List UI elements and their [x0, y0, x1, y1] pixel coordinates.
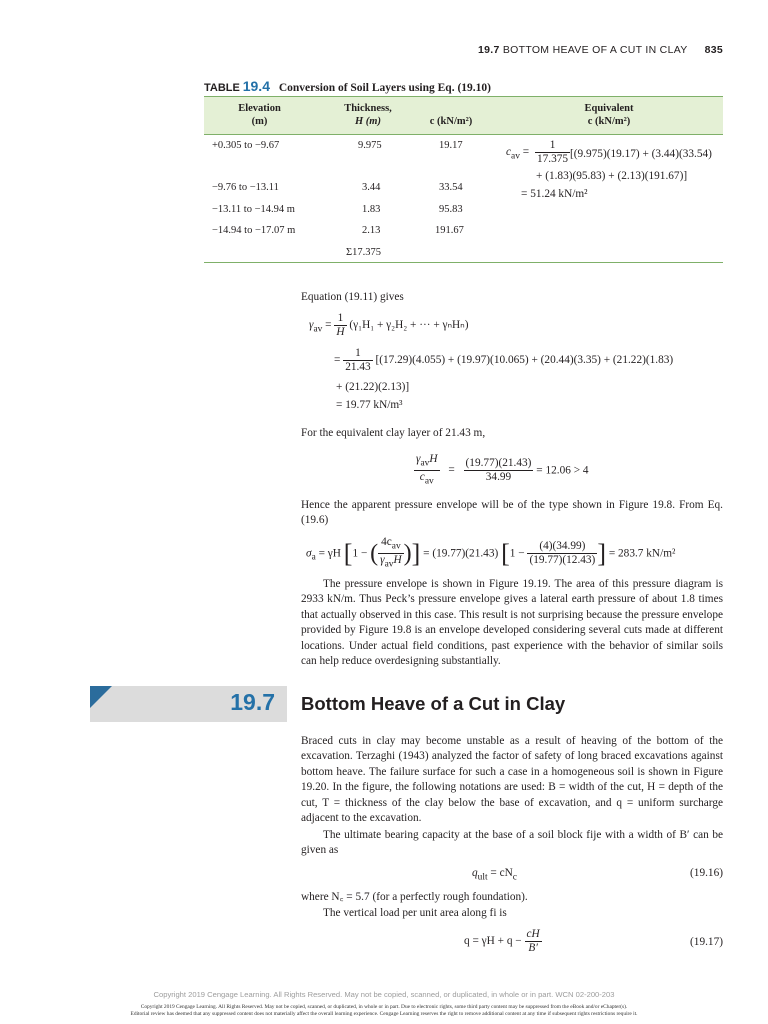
nc-definition: where N꜀ = 5.7 (for a perfectly rough foundation). [301, 891, 528, 903]
fraction-numerator: 1 [343, 347, 372, 361]
row-2-c: 33.54 [439, 182, 463, 193]
copyright-watermark: Copyright 2019 Cengage Learning. All Rights Reserved. May not be copied, scanned, or duplicated, in whole or in part. WCN 02-200-203 [153, 990, 615, 999]
math-subscript: av [511, 151, 520, 162]
equation-number-19-17: (19.17) [690, 936, 723, 948]
math-expression: [(17.29)(4.055) + (19.97)(10.065) + (20.44)(3.35) + (21.22)(1.83) [375, 354, 674, 367]
paren-close: ) [403, 540, 412, 567]
copyright-notice [0, 1004, 768, 1018]
math-subscript: a [311, 552, 316, 563]
fraction [525, 928, 542, 955]
fraction-numerator [414, 453, 440, 471]
fraction-denominator: H [336, 326, 345, 338]
header-line: Elevation [238, 103, 281, 114]
row-4-thickness: 2.13 [362, 225, 381, 236]
stability-ratio [414, 453, 589, 489]
math-operator: = [448, 464, 455, 477]
gamma-av-calculation-line2: + (21.22)(2.13)] [336, 381, 410, 393]
header-line: Equivalent [584, 103, 634, 114]
equivalent-c-result: = 51.24 kN/m² [521, 188, 588, 200]
math-expression: = 283.7 kN/m² [608, 547, 676, 560]
math-subscript: av [420, 458, 430, 469]
gamma-av-result: = 19.77 kN/m³ [336, 399, 403, 411]
math-operator: − [518, 547, 525, 560]
fraction-denominator [378, 554, 404, 571]
fraction-denominator: B′ [528, 942, 538, 954]
header-line: H (m) [355, 116, 381, 127]
paren-open: ( [370, 540, 379, 567]
table-bottom-rule [204, 262, 723, 263]
fraction-numerator: cH [526, 928, 540, 940]
section-paragraph-2: The ultimate bearing capacity at the base of a soil block fije with a width of B′ can be given as [301, 829, 723, 857]
column-header-elevation [222, 102, 297, 128]
column-header-thickness [328, 102, 408, 128]
math-expression: = (19.77)(21.43) [423, 547, 499, 560]
header-line: Thickness, [344, 103, 392, 114]
fraction [527, 540, 597, 567]
fraction-denominator [414, 471, 440, 488]
row-2-elevation: −9.76 to −13.11 [212, 182, 279, 193]
math-symbol: q [472, 867, 478, 879]
row-1-thickness: 9.975 [358, 140, 382, 151]
math-expression: = 12.06 > 4 [536, 464, 589, 477]
vertical-load-intro: The vertical load per unit area along fi is [323, 907, 507, 919]
bracket-open: [ [501, 538, 510, 568]
table-caption [204, 78, 491, 94]
math-symbol: γ [380, 554, 385, 567]
copyright-line: Editorial review has deemed that any suppressed content does not materially affect the overall learning experience. Cengage Learning reserves the right to remove additional content at any time if subsequent rights restrictions require it. [130, 1011, 638, 1017]
equivalent-c-line1: [(9.975)(19.17) + (3.44)(33.54) [570, 148, 712, 160]
fraction-numerator: 1 [535, 139, 570, 153]
math-number: 1 [509, 547, 516, 560]
bracket-close: ] [597, 538, 606, 568]
math-subscript: av [313, 324, 323, 335]
fraction-denominator: 17.375 [537, 153, 569, 165]
fraction [535, 139, 570, 166]
row-3-elevation: −13.11 to −14.94 m [212, 204, 295, 215]
thickness-total: Σ17.375 [346, 247, 381, 258]
math-symbol: H [429, 453, 438, 465]
math-operator: = [334, 354, 341, 367]
equivalent-c-line2: + (1.83)(95.83) + (2.13)(191.67)] [536, 170, 688, 182]
math-expression: (γ₁H₁ + γ₂H₂ + ··· + γₙHₙ) [349, 319, 469, 332]
equivalent-c-expression [506, 146, 529, 161]
equation-19-16 [472, 867, 517, 882]
math-symbol: γ [416, 453, 421, 465]
fraction-denominator: (19.77)(12.43) [529, 554, 596, 567]
fraction [343, 347, 372, 374]
math-symbol: H [393, 554, 402, 567]
math-subscript: c [512, 872, 517, 883]
header-line: c (kN/m²) [587, 116, 631, 127]
math-operator: = [325, 319, 332, 332]
section-title: Bottom Heave of a Cut in Clay [301, 693, 566, 714]
gamma-av-calculation [334, 347, 673, 374]
column-header-c: c (kN/m²) [429, 116, 473, 127]
fraction-numerator: (19.77)(21.43) [465, 457, 532, 470]
math-symbol: 4c [381, 536, 392, 548]
row-4-c: 191.67 [435, 225, 464, 236]
table-header [204, 96, 723, 135]
bracket-open: [ [343, 538, 353, 568]
math-operator: − [360, 547, 368, 560]
fraction-numerator: (4)(34.99) [527, 540, 597, 554]
row-3-c: 95.83 [439, 204, 463, 215]
page-number: 835 [704, 44, 723, 56]
equivalent-layer-intro: For the equivalent clay layer of 21.43 m, [301, 427, 486, 439]
math-expression: q = γH + q − [464, 935, 522, 948]
math-symbol: σ [306, 547, 312, 560]
math-symbol: c [506, 146, 512, 158]
math-operator: = [522, 146, 530, 158]
math-operator: = γH [318, 547, 341, 560]
fraction-denominator: 21.43 [345, 361, 371, 373]
equivalent-c-fraction [535, 139, 570, 166]
sigma-a-equation [306, 536, 675, 572]
math-expression: = cN [490, 867, 513, 879]
row-1-c: 19.17 [439, 140, 463, 151]
copyright-line: Copyright 2019 Cengage Learning. All Rights Reserved. May not be copied, scanned, or duplicated, in whole or in part. Due to electronic rights, some third party content may be suppressed from the eBook and/or eChapter(s). [140, 1004, 628, 1010]
equation-intro: Equation (19.11) gives [301, 291, 404, 303]
fraction-numerator: 1 [334, 312, 346, 326]
math-subscript: av [384, 559, 394, 570]
equation-number-19-16: (19.16) [690, 867, 723, 879]
row-1-elevation: +0.305 to −9.67 [212, 140, 280, 151]
section-paragraph-1: Braced cuts in clay may become unstable as a result of heaving of the bottom of the excavation. Terzaghi (1943) analyzed the factor of safety of long braced excavations against bottom heave. The failure surface for such a case in a homogeneous soil is shown in Figure 19.20. In the figure, the following notations are used: B = width of the cut, H = depth of the cut, T = thickness of the clay below the base of excavation, and q = uniform surcharge adjacent to the excavation. [301, 735, 723, 825]
math-symbol: c [419, 471, 425, 484]
header-section-number: 19.7 [477, 44, 500, 56]
row-3-thickness: 1.83 [362, 204, 381, 215]
header-section-title: BOTTOM HEAVE OF A CUT IN CLAY [502, 44, 688, 56]
hence-paragraph: Hence the apparent pressure envelope will be of the type shown in Figure 19.8. From Eq. (19.6) [301, 499, 723, 527]
column-header-equivalent [554, 102, 664, 128]
row-4-elevation: −14.94 to −17.07 m [212, 225, 296, 236]
math-symbol: γ [309, 319, 314, 332]
running-header [478, 44, 723, 56]
section-number: 19.7 [230, 689, 275, 715]
fraction [378, 536, 404, 572]
fraction [334, 312, 346, 339]
pressure-envelope-paragraph: The pressure envelope is shown in Figure 19.19. The area of this pressure diagram is 2933 kN/m. Thus Peck’s pressure envelope gives a lateral earth pressure of about 1.8 times that actually observed in this case. This result is not surprising because the pressure envelope provided by Figure 19.8 is an envelope developed considering several cuts made at different locations. Under actual field conditions, past experience with the behavior of similar soils can help reduce overdesigning substantially. [301, 578, 723, 668]
fraction [414, 453, 440, 489]
table-title: Conversion of Soil Layers using Eq. (19.10) [278, 82, 491, 94]
table-label: TABLE [204, 82, 240, 94]
math-subscript: av [391, 541, 401, 552]
row-2-thickness: 3.44 [362, 182, 381, 193]
math-number: 1 [352, 547, 359, 560]
equation-19-17 [464, 928, 542, 955]
table-number: 19.4 [242, 78, 270, 94]
math-subscript: ult [477, 872, 488, 883]
gamma-av-definition [309, 312, 468, 339]
math-subscript: av [424, 476, 434, 487]
bracket-close: ] [411, 538, 421, 568]
fraction-denominator: 34.99 [485, 471, 512, 484]
fraction-numerator [378, 536, 404, 554]
header-line: (m) [251, 116, 268, 127]
fraction [464, 457, 534, 484]
